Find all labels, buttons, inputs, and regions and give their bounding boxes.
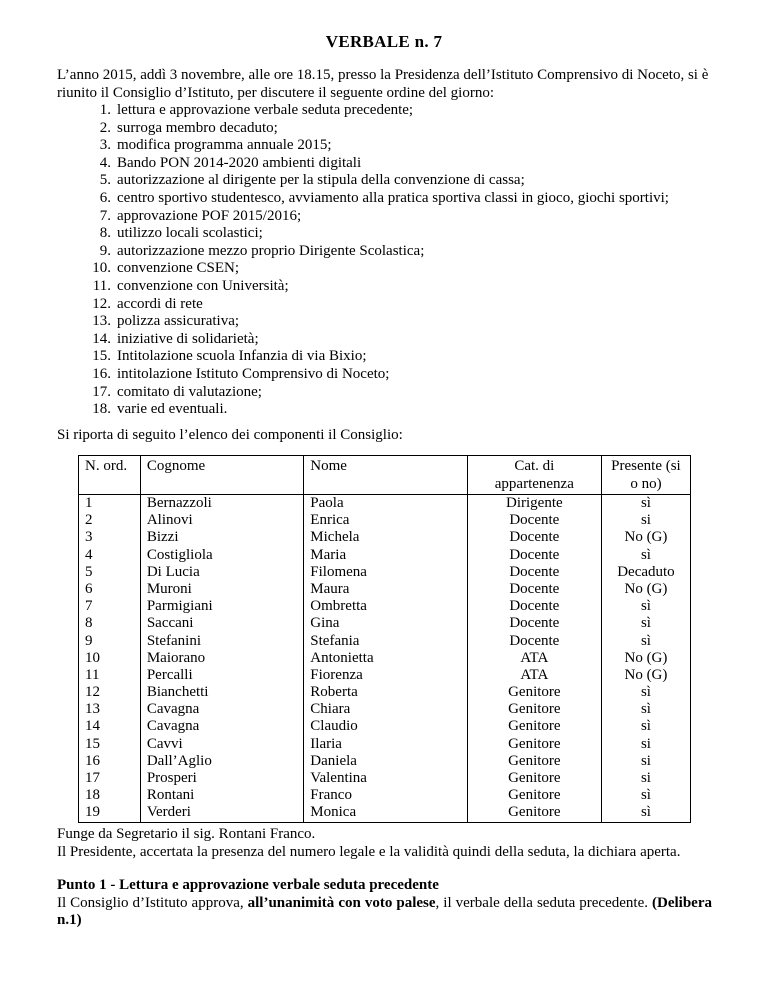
agenda-item-text: intitolazione Istituto Comprensivo di Noceto; [117,365,390,382]
members-lead: Si riporta di seguito l’elenco dei componenti il Consiglio: [57,427,403,443]
table-cell-nome: Enrica [310,512,350,529]
agenda-item-number: 1. [99,102,111,118]
table-cell-presente: sì [640,804,651,821]
table-cell-cat: ATA [520,666,549,683]
table-cell-cat: Docente [509,598,560,615]
agenda-item [93,243,673,261]
agenda-item-text: autorizzazione al dirigente per la stipula della convenzione di cassa; [117,172,525,189]
table-cell-cat: Dirigente [506,495,563,511]
agenda-item [93,225,673,243]
agenda-item-number: 11. [92,277,111,294]
table-cell-presente: No (G) [624,529,668,546]
table-cell-presente: Decaduto [617,563,675,580]
agenda-item [93,313,673,331]
agenda-item-text: centro sportivo studentesco, avviamento alla pratica sportiva classi in gioco, giochi sportivi; [117,189,669,206]
table-cell-num: 7 [85,598,93,615]
table-body-row [79,495,691,823]
table-cell-cognome: Parmigiani [146,598,213,615]
col-cat [467,495,601,823]
agenda-item-number: 8. [99,225,111,242]
table-cell-nome: Valentina [310,770,367,786]
table-cell-presente: No (G) [624,649,668,666]
agenda-item [93,401,673,419]
agenda-item-text: Bando PON 2014-2020 ambienti digitali [117,154,362,171]
secretary-line: Funge da Segretario il sig. Rontani Franco. [57,826,316,842]
agenda-item-number: 4. [99,154,111,171]
table-cell-nome: Paola [310,495,344,511]
agenda-item [93,348,673,366]
table-cell-cat: Genitore [508,701,561,718]
table-cell-cognome: Rontani [146,787,195,804]
table-cell-cognome: Cavagna [146,701,200,718]
agenda-item-text: Intitolazione scuola Infanzia di via Bixio; [117,348,367,365]
table-cell-cat: Docente [509,563,560,580]
table-cell-presente: sì [640,598,651,615]
table-cell-num: 16 [85,752,100,769]
table-cell-num: 12 [85,684,100,701]
agenda-item [93,296,673,314]
table-cell-num: 18 [85,787,100,804]
agenda-item-number: 13. [92,313,111,330]
agenda-item-text: convenzione con Università; [117,277,289,294]
table-cell-cognome: Bianchetti [146,684,209,701]
table-cell-cognome: Saccani [146,615,194,632]
table-cell-cognome: Bernazzoli [146,495,212,511]
agenda-item-text: modifica programma annuale 2015; [117,137,332,154]
table-cell-cat: Docente [509,632,560,649]
agenda-item-number: 9. [99,242,111,259]
agenda-item [93,366,673,384]
table-cell-cat: Genitore [508,787,561,804]
agenda-item-text: lettura e approvazione verbale seduta precedente; [117,102,414,118]
table-cell-cat: Genitore [508,804,561,821]
agenda-item [93,172,673,190]
col-cognome [140,495,303,823]
agenda-item-number: 10. [92,260,111,277]
agenda-item [93,102,673,120]
agenda-item-text: surroga membro decaduto; [117,119,278,136]
table-cell-num: 1 [85,495,93,511]
agenda-item-text: approvazione POF 2015/2016; [117,207,302,224]
table-cell-presente: sì [640,632,651,649]
table-cell-nome: Michela [310,529,360,546]
agenda-item-text: comitato di valutazione; [117,383,262,400]
table-cell-num: 13 [85,701,100,718]
col-nome [304,495,467,823]
table-cell-cat: Docente [509,546,560,563]
table-cell-cognome: Di Lucia [146,563,200,580]
point-1-bold: all’unanimità con voto palese [247,894,436,911]
table-cell-nome: Daniela [310,752,357,769]
table-cell-cognome: Verderi [146,804,191,821]
table-cell-presente: sì [640,701,651,718]
document-title: VERBALE n. 7 [325,32,443,51]
agenda-item-text: varie ed eventuali. [117,401,228,418]
table-cell-num: 5 [85,563,93,580]
table-cell-num: 19 [85,804,100,821]
table-cell-presente: sì [640,546,651,563]
table-cell-nome: Filomena [310,563,367,580]
table-cell-cognome: Prosperi [146,770,197,786]
col-presente [601,495,690,823]
table-cell-cat: Genitore [508,735,561,752]
agenda-item [93,120,673,138]
agenda-item-number: 16. [92,365,111,382]
table-cell-cognome: Costigliola [146,546,213,563]
agenda-item-text: utilizzo locali scolastici; [117,225,263,242]
agenda-item-number: 12. [92,295,111,312]
table-cell-num: 9 [85,632,93,649]
table-cell-presente: si [640,770,651,786]
table-cell-cognome: Cavvi [146,735,183,752]
col-num [79,495,141,823]
table-cell-cognome: Bizzi [146,529,179,546]
table-cell-cat: Docente [509,529,560,546]
point-1-text [57,895,712,930]
table-cell-num: 11 [85,666,100,683]
table-cell-cognome: Muroni [146,580,192,597]
table-cell-cat: Docente [509,580,560,597]
table-cell-nome: Fiorenza [310,666,363,683]
table-cell-cat: Docente [509,512,560,529]
agenda-item [93,260,673,278]
table-cell-nome: Ombretta [310,598,367,615]
agenda-item-text: convenzione CSEN; [117,260,240,277]
agenda-item [93,137,673,155]
table-cell-nome: Roberta [310,684,358,701]
point-1-heading: Punto 1 - Lettura e approvazione verbale seduta precedente [57,877,439,893]
point-1-delibera: (Delibera n.1) [57,894,712,929]
agenda-item [93,384,673,402]
table-cell-nome: Antonietta [310,649,374,666]
agenda-item-number: 14. [92,330,111,347]
table-cell-cat: ATA [520,649,549,666]
table-cell-num: 10 [85,649,100,666]
agenda-item-text: autorizzazione mezzo proprio Dirigente Scolastica; [117,242,425,259]
point-1-text-after: , il verbale della seduta precedente. [435,894,652,911]
agenda-item-number: 15. [92,348,111,365]
agenda-item [93,208,673,226]
table-cell-cat: Genitore [508,752,561,769]
table-cell-presente: si [640,752,651,769]
table-cell-presente: sì [640,615,651,632]
table-cell-num: 17 [85,770,100,786]
table-cell-presente: No (G) [624,580,668,597]
table-cell-num: 6 [85,580,93,597]
table-cell-cognome: Alinovi [146,512,193,529]
table-cell-presente: sì [640,718,651,735]
table-cell-num: 15 [85,735,100,752]
table-cell-nome: Monica [310,804,357,821]
table-cell-nome: Ilaria [310,735,342,752]
table-cell-num: 3 [85,529,93,546]
table-cell-presente: sì [640,495,651,511]
table-cell-cognome: Percalli [146,666,193,683]
header-presente: Presente (si o no) [601,456,690,495]
agenda-item-number: 7. [99,207,111,224]
header-num: N. ord. [79,456,141,495]
table-cell-num: 2 [85,512,93,529]
table-cell-presente: si [640,512,651,529]
agenda-item-number: 5. [99,172,111,189]
table-cell-num: 8 [85,615,93,632]
table-cell-presente: No (G) [624,666,668,683]
agenda-item-text: polizza assicurativa; [117,313,240,330]
point-1-text-before: Il Consiglio d’Istituto approva, [57,894,248,911]
agenda-item-number: 2. [99,119,111,136]
table-cell-nome: Chiara [310,701,351,718]
agenda-item [93,331,673,349]
agenda-item-text: accordi di rete [117,295,203,312]
agenda-item-number: 17. [92,383,111,400]
agenda-item-text: iniziative di solidarietà; [117,330,259,347]
table-cell-presente: sì [640,684,651,701]
header-nome: Nome [304,456,467,495]
agenda-item [93,155,673,173]
table-cell-cat: Genitore [508,770,561,786]
table-cell-nome: Franco [310,787,352,804]
table-cell-num: 14 [85,718,100,735]
table-cell-nome: Claudio [310,718,358,735]
table-cell-cognome: Cavagna [146,718,200,735]
table-cell-cat: Docente [509,615,560,632]
table-cell-nome: Gina [310,615,340,632]
table-cell-nome: Maura [310,580,350,597]
table-cell-nome: Stefania [310,632,360,649]
table-header-row [79,456,691,495]
header-cat: Cat. di appartenenza [467,456,601,495]
table-cell-cat: Genitore [508,684,561,701]
header-cognome: Cognome [140,456,303,495]
agenda-item-number: 3. [99,137,111,154]
agenda-item [93,190,673,208]
table-cell-presente: si [640,735,651,752]
table-cell-cognome: Dall’Aglio [146,752,212,769]
agenda-item [93,278,673,296]
table-cell-num: 4 [85,546,93,563]
members-table [78,455,691,823]
table-cell-cat: Genitore [508,718,561,735]
table-cell-presente: sì [640,787,651,804]
opening-line: Il Presidente, accertata la presenza del numero legale e la validità quindi della seduta, la dichiara aperta. [57,843,681,860]
point-1-section [57,877,712,930]
agenda-item-number: 18. [92,401,111,418]
agenda-list [93,102,673,419]
agenda-item-number: 6. [99,189,111,206]
table-cell-cognome: Maiorano [146,649,206,666]
table-cell-nome: Maria [310,546,347,563]
closing-block [57,826,727,861]
table-cell-cognome: Stefanini [146,632,201,649]
intro-paragraph: L’anno 2015, addì 3 novembre, alle ore 18.15, presso la Presidenza dell’Istituto Comprensivo di Noceto, si è riunito il Consiglio d’Istituto, per discutere il seguente ordine del giorno: [57,67,709,101]
